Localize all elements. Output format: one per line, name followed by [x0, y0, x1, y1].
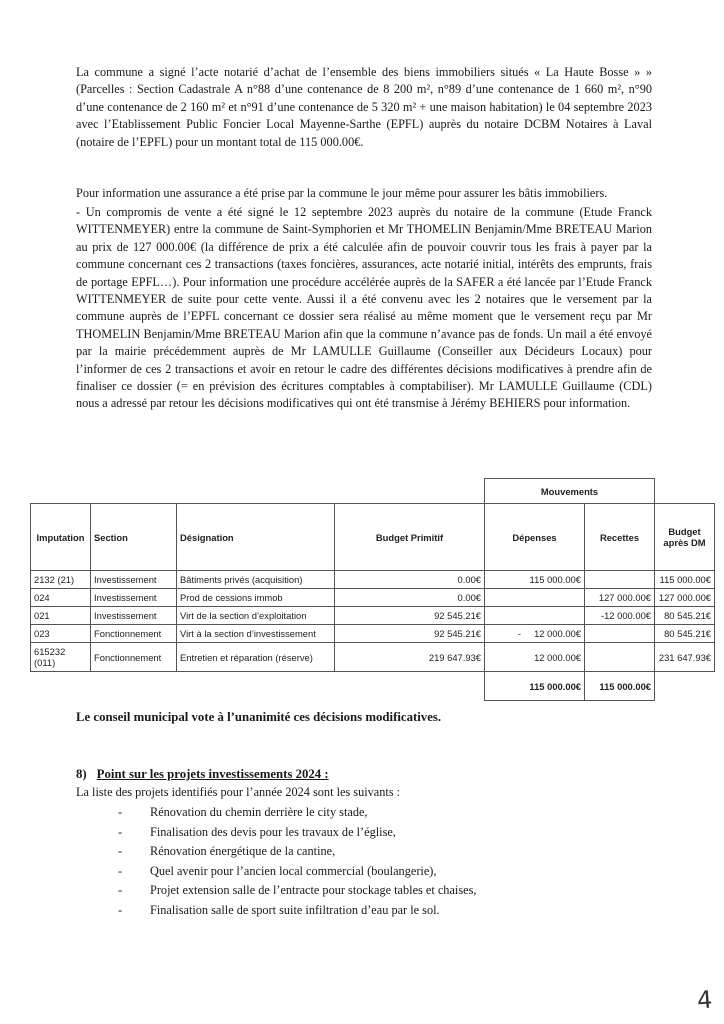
col-recettes: Recettes	[585, 504, 655, 571]
cell-section: Fonctionnement	[91, 643, 177, 672]
cell-budget-primitif: 92 545.21€	[335, 607, 485, 625]
paragraph-insurance: Pour information une assurance a été prise par la commune le jour même pour assurer les bâtis immobiliers.	[76, 186, 608, 200]
paragraph-sale-agreement: - Un compromis de vente a été signé le 12 septembre 2023 auprès du notaire de la commune (Etude Franck WITTENMEYER) entre la commune de Saint-Symphorien et Mr THOMELIN Benjamin/Mme BRETEAU Marion au prix de 127 000.00€ (la différence de prix a été calculée afin de pouvoir couvrir tous les frais à payer par la commune concernant ces 2 transactions (taxes foncières, assurances, acte notarié initial, intérêts des emprunts, frais de portage EPFL…). Pour information une procédure accélérée auprès de la SAFER a été lancée par l’Etude Franck WITTENMEYER de suite pour cette vente. Aussi il a été convenu avec les 2 notaires que le versement par la commune auprès de l’EPFL concernant ce dossier sera réalisé au même moment que le versement reçu par Mr THOMELIN Benjamin/Mme BRETEAU Marion afin que la commune n’avance pas de fonds. Un mail a été envoyé par la mairie précédemment auprès de Mr LAMULLE Guillaume (Conseiller aux Décideurs Locaux) pour l’informer de ces 2 transactions et avoir en retour le cadre des différentes décisions modificatives à prendre afin de finaliser ce dossier (= en prévision des écritures comptables à comptabiliser). Mr LAMULLE Guillaume (CDL) nous a adressé par retour les décisions modificatives qui ont été transmise à Jérémy BEHIERS pour information.	[76, 205, 652, 411]
section-title: Point sur les projets investissements 2024 :	[96, 767, 329, 781]
cell-depenses	[485, 589, 585, 607]
cell-section: Fonctionnement	[91, 625, 177, 643]
section-intro: La liste des projets identifiés pour l’année 2024 sont les suivants :	[76, 785, 401, 799]
cell-section: Investissement	[91, 607, 177, 625]
cell-budget-apres: 80 545.21€	[655, 625, 715, 643]
totals-row	[31, 672, 715, 701]
cell-depenses	[485, 607, 585, 625]
section-heading	[76, 767, 329, 782]
cell-recettes: 127 000.00€	[585, 589, 655, 607]
cell-designation: Virt de la section d’exploitation	[177, 607, 335, 625]
cell-budget-primitif: 0.00€	[335, 589, 485, 607]
projects-list	[118, 803, 476, 920]
cell-depenses: 115 000.00€	[485, 571, 585, 589]
list-item: - Quel avenir pour l’ancien local commercial (boulangerie),	[118, 862, 476, 882]
col-depenses: Dépenses	[485, 504, 585, 571]
cell-recettes: -12 000.00€	[585, 607, 655, 625]
cell-budget-apres: 115 000.00€	[655, 571, 715, 589]
cell-imputation: 2132 (21)	[31, 571, 91, 589]
cell-depenses: - 12 000.00€	[485, 625, 585, 643]
cell-section: Investissement	[91, 589, 177, 607]
cell-budget-primitif: 219 647.93€	[335, 643, 485, 672]
list-item: - Finalisation des devis pour les travaux de l’église,	[118, 823, 476, 843]
table-row	[31, 625, 715, 643]
col-designation: Désignation	[177, 504, 335, 571]
cell-imputation: 023	[31, 625, 91, 643]
col-imputation: Imputation	[31, 504, 91, 571]
budget-table	[30, 478, 715, 701]
cell-budget-primitif: 0.00€	[335, 571, 485, 589]
cell-recettes	[585, 625, 655, 643]
cell-imputation: 024	[31, 589, 91, 607]
list-item: - Projet extension salle de l’entracte pour stockage tables et chaises,	[118, 881, 476, 901]
cell-section: Investissement	[91, 571, 177, 589]
cell-imputation: 021	[31, 607, 91, 625]
table-row	[31, 643, 715, 672]
table-row	[31, 571, 715, 589]
col-budget-apres-dm: Budget après DM	[655, 504, 715, 571]
cell-imputation: 615232 (011)	[31, 643, 91, 672]
cell-recettes	[585, 571, 655, 589]
page-number: 4	[696, 985, 714, 1015]
total-recettes: 115 000.00€	[585, 672, 655, 701]
paragraph-acquisition: La commune a signé l’acte notarié d’achat de l’ensemble des biens immobiliers situés « La Haute Bosse » » (Parcelles : Section Cadastrale A n°88 d’une contenance de 8 200 m², n°89 d’une contenance de 1 660 m², n°90 d’une contenance de 2 160 m² et n°91 d’une contenance de 5 320 m² + une maison habitation) le 04 septembre 2023 avec l’Etablissement Public Foncier Local Mayenne-Sarthe (EPFL) auprès du notaire DCBM Notaires à Laval (notaire de l’EPFL) pour un montant total de 115 000.00€.	[76, 65, 652, 149]
table-row	[31, 607, 715, 625]
cell-budget-primitif: 92 545.21€	[335, 625, 485, 643]
table-row	[31, 589, 715, 607]
movements-group-header: Mouvements	[485, 479, 655, 504]
total-depenses: 115 000.00€	[485, 672, 585, 701]
cell-designation: Bâtiments privés (acquisition)	[177, 571, 335, 589]
cell-designation: Entretien et réparation (réserve)	[177, 643, 335, 672]
cell-budget-apres: 80 545.21€	[655, 607, 715, 625]
section-number: 8)	[76, 767, 87, 781]
cell-designation: Virt à la section d’investissement	[177, 625, 335, 643]
cell-recettes	[585, 643, 655, 672]
col-section: Section	[91, 504, 177, 571]
cell-budget-apres: 231 647.93€	[655, 643, 715, 672]
list-item: - Rénovation du chemin derrière le city stade,	[118, 803, 476, 823]
cell-budget-apres: 127 000.00€	[655, 589, 715, 607]
list-item: - Rénovation énergétique de la cantine,	[118, 842, 476, 862]
list-item: - Finalisation salle de sport suite infiltration d’eau par le sol.	[118, 901, 476, 921]
col-budget-primitif: Budget Primitif	[335, 504, 485, 571]
cell-designation: Prod de cessions immob	[177, 589, 335, 607]
cell-depenses: 12 000.00€	[485, 643, 585, 672]
vote-statement: Le conseil municipal vote à l’unanimité ces décisions modificatives.	[76, 710, 442, 724]
